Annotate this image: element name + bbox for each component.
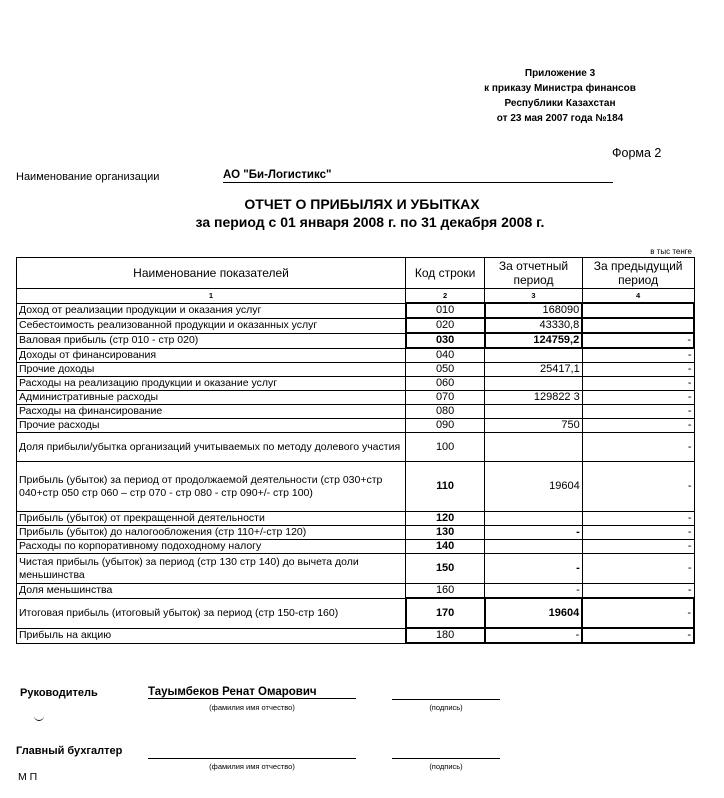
row-name: Прочие доходы	[17, 363, 406, 377]
row-previous: -	[582, 377, 694, 391]
row-name: Прибыль (убыток) за период от продолжаемой деятельности (стр 030+стр 040+стр 050 стр 060 – стр 070 - стр 080 - стр 090+/- стр 100)	[17, 462, 406, 512]
table-row	[17, 333, 695, 348]
row-previous: -	[582, 391, 694, 405]
row-code: 120	[406, 512, 485, 526]
row-code: 100	[406, 433, 485, 462]
row-previous: -	[582, 526, 694, 540]
row-previous: -	[582, 333, 694, 348]
row-previous: -	[582, 348, 694, 363]
row-current: 43330,8	[485, 318, 583, 333]
row-previous	[582, 303, 694, 318]
row-name: Расходы на финансирование	[17, 405, 406, 419]
row-code: 130	[406, 526, 485, 540]
row-code: 010	[406, 303, 485, 318]
row-current	[485, 512, 583, 526]
row-current: 168090	[485, 303, 583, 318]
report-title: ОТЧЕТ О ПРИБЫЛЯХ И УБЫТКАХ	[244, 196, 480, 212]
director-label: Руководитель	[20, 687, 98, 699]
director-signature-caption: (подпись)	[429, 703, 463, 712]
table-row	[17, 377, 695, 391]
row-name: Доля меньшинства	[17, 584, 406, 599]
row-previous: -	[582, 419, 694, 433]
org-value: АО "Би-Логистикс"	[223, 169, 613, 183]
column-header-current: За отчетный период	[485, 258, 583, 289]
row-previous: -	[582, 363, 694, 377]
row-previous: -	[582, 540, 694, 554]
director-signature-line	[392, 689, 500, 700]
row-name: Расходы на реализацию продукции и оказание услуг	[17, 377, 406, 391]
row-name: Доля прибыли/убытка организаций учитываемых по методу долевого участия	[17, 433, 406, 462]
column-header-code: Код строки	[406, 258, 485, 289]
table-row	[17, 598, 695, 628]
table-row	[17, 462, 695, 512]
row-current: 750	[485, 419, 583, 433]
row-previous: -	[582, 462, 694, 512]
income-statement-table	[16, 257, 695, 644]
accountant-name-caption: (фамилия имя отчество)	[209, 762, 295, 771]
table-header-row	[17, 258, 695, 289]
table-row	[17, 318, 695, 333]
row-code: 140	[406, 540, 485, 554]
table-row	[17, 526, 695, 540]
row-previous: -	[582, 628, 694, 643]
row-previous	[582, 318, 694, 333]
row-name: Себестоимость реализованной продукции и оказанных услуг	[17, 318, 406, 333]
row-current: 19604	[485, 462, 583, 512]
row-code: 050	[406, 363, 485, 377]
table-row	[17, 433, 695, 462]
table-row	[17, 405, 695, 419]
row-previous: -	[582, 554, 694, 584]
scan-mark	[34, 716, 44, 721]
appendix-line: к приказу Министра финансов	[484, 83, 636, 94]
row-previous: -	[582, 433, 694, 462]
row-current: -	[485, 554, 583, 584]
org-label: Наименование организации	[16, 171, 160, 183]
column-number: 3	[485, 289, 583, 304]
row-previous: -	[582, 598, 694, 628]
row-current: -	[485, 526, 583, 540]
row-name: Прибыль (убыток) от прекращенной деятельности	[17, 512, 406, 526]
row-code: 040	[406, 348, 485, 363]
row-name: Прочие расходы	[17, 419, 406, 433]
table-row	[17, 512, 695, 526]
table-row	[17, 348, 695, 363]
row-name: Административные расходы	[17, 391, 406, 405]
column-number-row	[17, 289, 695, 304]
stamp-place: М П	[18, 771, 38, 783]
accountant-signature-line	[392, 748, 500, 759]
row-current: 19604	[485, 598, 583, 628]
row-previous: -	[582, 405, 694, 419]
table-row	[17, 628, 695, 643]
row-current	[485, 405, 583, 419]
row-current	[485, 540, 583, 554]
row-previous: -	[582, 584, 694, 599]
row-code: 090	[406, 419, 485, 433]
table-row	[17, 363, 695, 377]
appendix-note	[470, 66, 650, 126]
appendix-line: от 23 мая 2007 года №184	[496, 113, 624, 124]
table-row	[17, 303, 695, 318]
row-code: 060	[406, 377, 485, 391]
row-current	[485, 348, 583, 363]
row-current: 124759,2	[485, 333, 583, 348]
appendix-line: Республики Казахстан	[504, 98, 616, 109]
row-code: 180	[406, 628, 485, 643]
row-name: Итоговая прибыль (итоговый убыток) за период (стр 150-стр 160)	[17, 598, 406, 628]
row-code: 030	[406, 333, 485, 348]
row-current: 25417,1	[485, 363, 583, 377]
table-row	[17, 554, 695, 584]
row-name: Доход от реализации продукции и оказания услуг	[17, 303, 406, 318]
row-code: 160	[406, 584, 485, 599]
accountant-name-line	[148, 748, 356, 759]
table-row	[17, 584, 695, 599]
units-label: в тыс тенге	[650, 247, 692, 256]
report-period: за период с 01 января 2008 г. по 31 декабря 2008 г.	[195, 214, 545, 230]
row-name: Расходы по корпоративному подоходному налогу	[17, 540, 406, 554]
row-name: Валовая прибыль (стр 010 - стр 020)	[17, 333, 406, 348]
accountant-signature-caption: (подпись)	[429, 762, 463, 771]
row-current	[485, 377, 583, 391]
column-number: 2	[406, 289, 485, 304]
row-current: 129822 3	[485, 391, 583, 405]
appendix-line: Приложение 3	[524, 68, 596, 79]
form-number: Форма 2	[612, 146, 662, 160]
table-row	[17, 540, 695, 554]
row-code: 150	[406, 554, 485, 584]
director-name: Тауымбеков Ренат Омарович	[148, 686, 356, 699]
column-header-name: Наименование показателей	[17, 258, 406, 289]
row-previous: -	[582, 512, 694, 526]
row-code: 110	[406, 462, 485, 512]
row-current: -	[485, 628, 583, 643]
column-number: 4	[582, 289, 694, 304]
table-row	[17, 391, 695, 405]
table-row	[17, 419, 695, 433]
row-name: Прибыль (убыток) до налогообложения (стр 110+/-стр 120)	[17, 526, 406, 540]
row-name: Чистая прибыль (убыток) за период (стр 130 стр 140) до вычета доли меньшинства	[17, 554, 406, 584]
row-code: 020	[406, 318, 485, 333]
column-number: 1	[17, 289, 406, 304]
accountant-label: Главный бухгалтер	[16, 745, 123, 757]
director-name-caption: (фамилия имя отчество)	[209, 703, 295, 712]
row-current: -	[485, 584, 583, 599]
column-header-previous: За предыдущий период	[582, 258, 694, 289]
row-code: 170	[406, 598, 485, 628]
row-name: Доходы от финансирования	[17, 348, 406, 363]
row-name: Прибыль на акцию	[17, 628, 406, 643]
row-code: 070	[406, 391, 485, 405]
row-code: 080	[406, 405, 485, 419]
row-current	[485, 433, 583, 462]
